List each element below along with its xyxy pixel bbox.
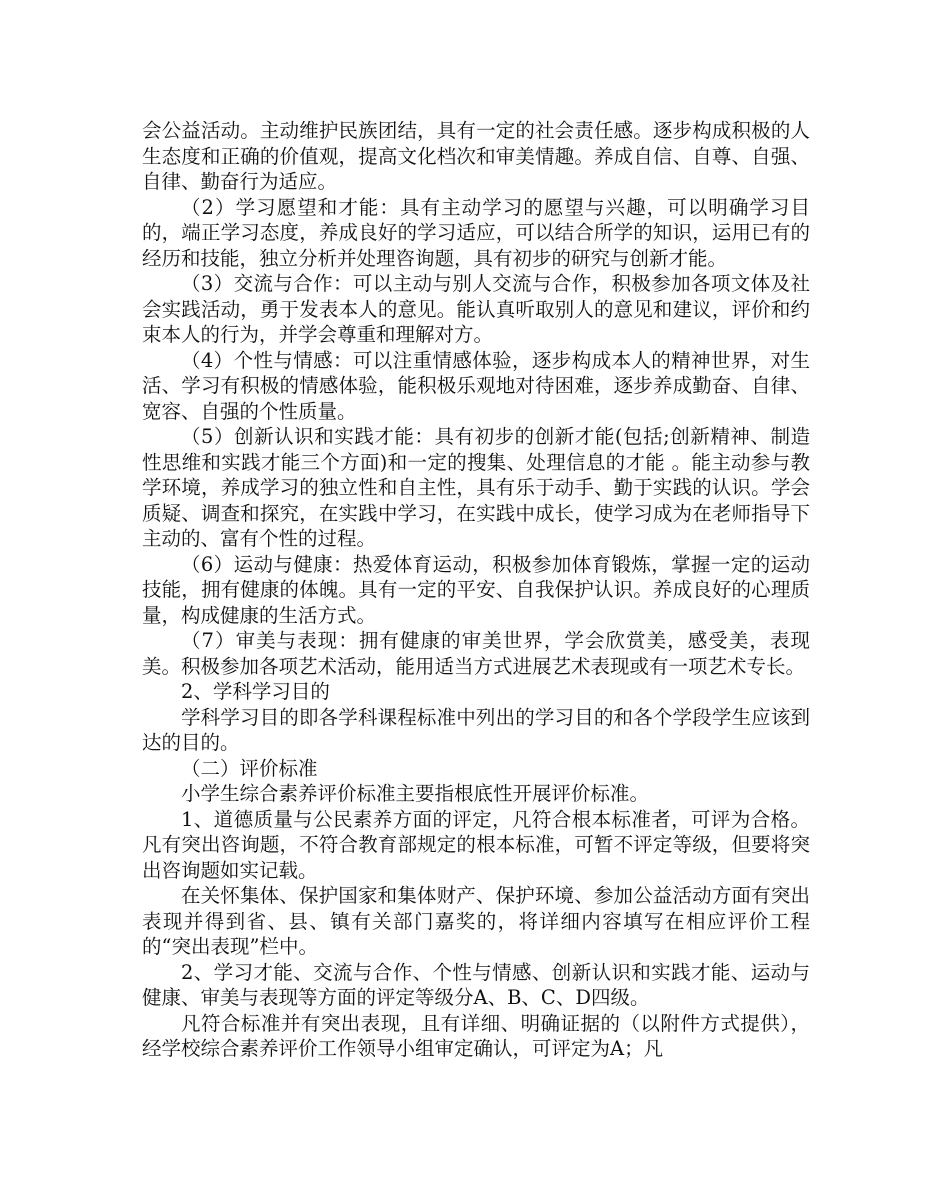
paragraph-3: （3）交流与合作：可以主动与别人交流与合作，积极参加各项文体及社会实践活动，勇于发表本人的意见。能认真听取别人的意见和建议，评价和约束本人的行为，并学会尊重和理解对方。: [142, 272, 810, 346]
document-page: [142, 118, 810, 1062]
paragraph-15: 凡符合标准并有突出表现，且有详细、明确证据的（以附件方式提供），经学校综合素养评价工作领导小组审定确认，可评定为A；凡: [142, 1011, 810, 1060]
paragraph-6: （6）运动与健康：热爱体育运动，积极参加体育锻炼，掌握一定的运动技能，拥有健康的体魄。具有一定的平安、自我保护认识。养成良好的心理质量，构成健康的生活方式。: [142, 552, 810, 627]
paragraph-4: （4）个性与情感：可以注重情感体验，逐步构成本人的精神世界，对生活、学习有积极的情感体验，能积极乐观地对待困难，逐步养成勤奋、自律、宽容、自强的个性质量。: [142, 348, 810, 423]
heading-evaluation-standards: （二）评价标准: [181, 756, 318, 780]
paragraph-13: 在关怀集体、保护国家和集体财产、保护环境、参加公益活动方面有突出表现并得到省、县、镇有关部门嘉奖的，将详细内容填写在相应评价工程的“突出表现”栏中。: [142, 884, 810, 958]
paragraph-9: 学科学习目的即各学科课程标准中列出的学习目的和各个学段学生应该到达的目的。: [142, 705, 810, 754]
paragraph-11: 小学生综合素养评价标准主要指根底性开展评价标准。: [181, 782, 650, 805]
paragraph-7: （7）审美与表现：拥有健康的审美世界，学会欣赏美，感受美，表现美。积极参加各项艺术活动，能用适当方式进展艺术表现或有一项艺术专长。: [142, 629, 810, 678]
paragraph-12: 1、道德质量与公民素养方面的评定，凡符合根本标准者，可评为合格。凡有突出咨询题，不符合教育部规定的根本标准，可暂不评定等级，但要将突出咨询题如实记载。: [142, 807, 810, 882]
paragraph-14: 2、学习才能、交流与合作、个性与情感、创新认识和实践才能、运动与健康、审美与表现等方面的评定等级分A、B、C、D四级。: [142, 960, 810, 1009]
paragraph-1: 会公益活动。主动维护民族团结，具有一定的社会责任感。逐步构成积极的人生态度和正确的价值观，提高文化档次和审美情趣。养成自信、自尊、自强、自律、勤奋行为适应。: [142, 119, 810, 193]
heading-subject-goals: 2、学科学习目的: [181, 680, 330, 703]
paragraph-2: （2）学习愿望和才能：具有主动学习的愿望与兴趣，可以明确学习目的，端正学习态度，养成良好的学习适应，可以结合所学的知识，运用已有的经历和技能，独立分析并处理咨询题，具有初步的研究与创新才能。: [142, 195, 810, 270]
paragraph-5: （5）创新认识和实践才能：具有初步的创新才能(包括;创新精神、制造性思维和实践才能三个方面)和一定的搜集、处理信息的才能 。能主动参与教学环境，养成学习的独立性和自主性，具有乐于动手、勤于实践的认识。学会质疑、调查和探究，在实践中学习，在实践中成长，使学习成为在老师指导下主动的、富有个性的过程。: [142, 425, 810, 550]
